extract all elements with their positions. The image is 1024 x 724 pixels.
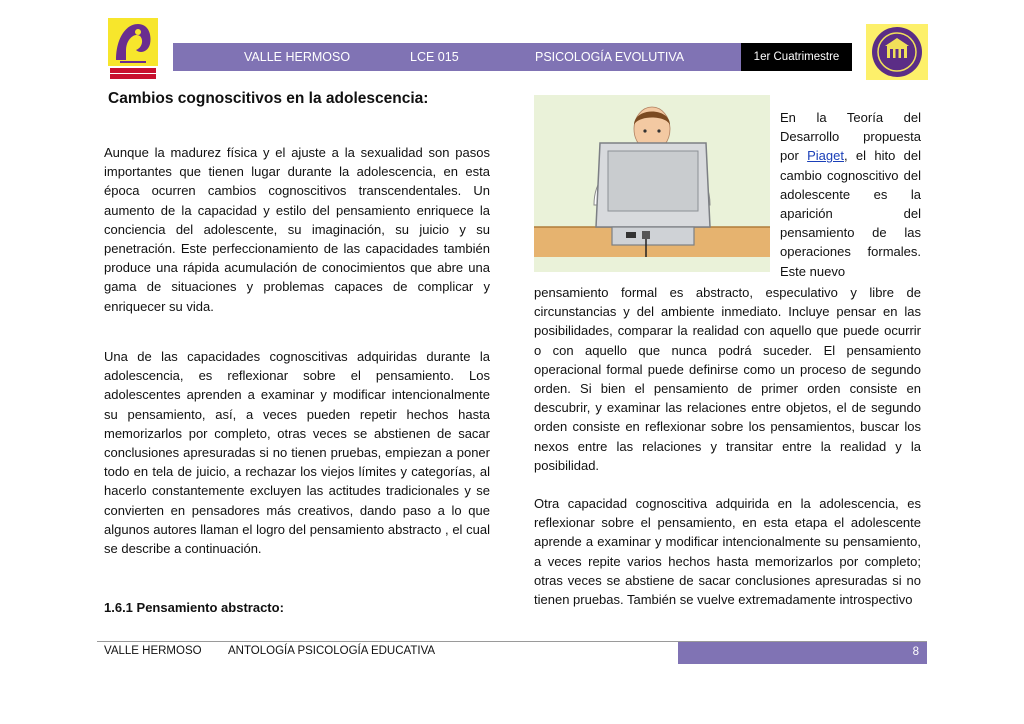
mascot-logo-icon xyxy=(108,18,158,80)
person-computer-icon xyxy=(534,95,770,272)
footer-location: VALLE HERMOSO xyxy=(104,645,202,657)
subheading-pensamiento-abstracto: 1.6.1 Pensamiento abstracto: xyxy=(104,600,284,615)
page-number: 8 xyxy=(912,646,919,658)
left-paragraph-1: Aunque la madurez física y el ajuste a la sexualidad son pasos importantes que tienen lugar durante la adolescencia, en esta época ocurren cambios cognoscitivos transcendentales. Un aumento de la capacidad y estilo del pensamiento enriquece la conciencia del adolescente, su imaginación, su juicio y su penetración. Este perfeccionamiento de las capacidades también produce una rápida acumulación de conocimientos que abre una gama de situaciones y problemas capaces de complicar y enriquecer su vida. xyxy=(104,145,490,314)
university-seal-right xyxy=(866,24,928,80)
university-logo-left xyxy=(108,18,158,80)
header-code: LCE 015 xyxy=(410,50,459,64)
computer-user-illustration xyxy=(534,95,770,272)
float-text-start: En la Teoría del Desarrollo propuesta por xyxy=(780,110,921,164)
seal-icon xyxy=(866,24,928,80)
right-float-paragraph xyxy=(780,108,921,281)
right-paragraph-continuation: pensamiento formal es abstracto, especulativo y libre de circunstancias y del ambiente inmediato. Incluye pensar en las posibilidades, comparar la realidad con aquello que puede ocurrir o con aquello que nunca podrá suceder. El pensamiento operacional formal puede definirse como un proceso de segundo orden. Si bien el pensamiento de primer orden consiste en descubrir, y examinar las relaciones entre objetos, el de segundo orden consiste en reflexionar sobre los pensamientos, buscar los nexos entre las relaciones y transitar entre la realidad y la posibilidad. xyxy=(534,285,921,473)
piaget-link[interactable]: Piaget xyxy=(807,148,844,164)
header-subject: PSICOLOGÍA EVOLUTIVA xyxy=(535,50,685,64)
header-term: 1er Cuatrimestre xyxy=(741,43,852,71)
header-bar xyxy=(173,43,741,71)
footer-title: ANTOLOGÍA PSICOLOGÍA EDUCATIVA xyxy=(228,645,436,657)
float-text-end: , el hito del cambio cognoscitivo del adolescente es la aparición del pensamiento de las operaciones formales. Este nuevo xyxy=(780,148,922,279)
header-location: VALLE HERMOSO xyxy=(244,50,351,64)
left-paragraph-2: Una de las capacidades cognoscitivas adquiridas durante la adolescencia, es reflexionar sobre el pensamiento. Los adolescentes aprenden a examinar y modificar intencionalmente su pensamiento, así, a veces pueden repetir hechos hasta memorizarlos por completo, otras veces se abstienen de sacar conclusiones apresuradas si no tienen pruebas, empiezan a poner todo en tela de juicio, a rechazar los viejos límites y categorías, al hacerlo constantemente excluyen las actitudes tradicionales y se convierten en pensadores más creativos, dando paso a lo que algunos autores llaman el logro del pensamiento abstracto , el cual se describe a continuación. xyxy=(104,349,490,557)
right-paragraph-2: Otra capacidad cognoscitiva adquirida en la adolescencia, es reflexionar sobre el pensamiento, en esta etapa el adolescente aprende a examinar y modificar intencionalmente su pensamiento, a veces repite varios hechos hasta memorizarlos por completo; otras veces se abstiene de sacar conclusiones apresuradas si no tienen pruebas. También se vuelve extremadamente introspectivo xyxy=(534,496,921,608)
footer-bar xyxy=(678,642,927,664)
section-title: Cambios cognoscitivos en la adolescencia: xyxy=(108,90,429,107)
